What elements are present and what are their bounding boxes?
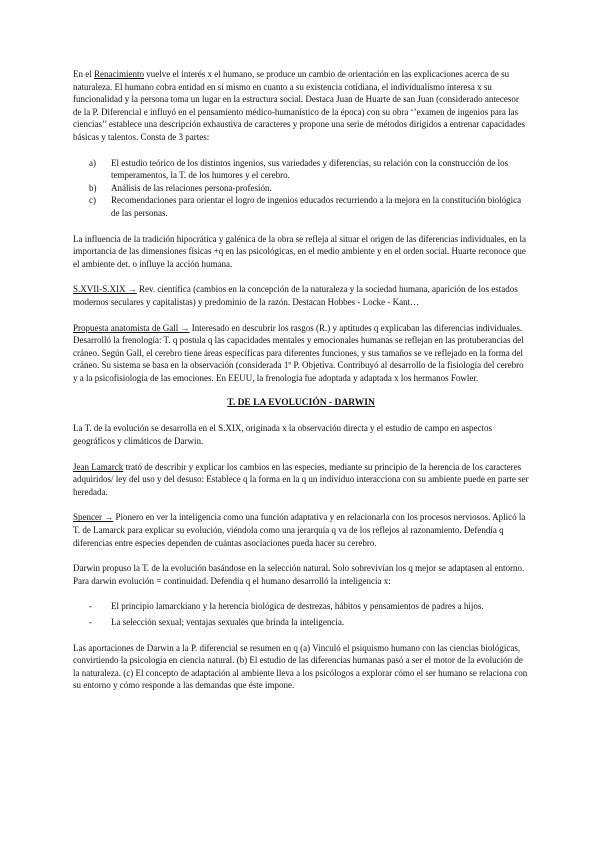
term-renacimiento: Renacimiento [94,69,144,79]
list-item-text: Recomendaciones para orientar el logro de ingenios educados recurriendo a la mejora en la constitución biológica de las personas. [111,195,522,218]
paragraph-influencia: La influencia de la tradición hipocrática y galénica de la obra se refleja al situar el origen de las diferencias individuales, en la importancia de las dimensiones físicas +q en las psicológicas, en el medio ambiente y en el orden social. Huarte reconoce que el ambiente det. o influye la acción humana. [73,233,527,269]
paragraph-gall [73,322,529,385]
paragraph-text: vuelve el interés x el humano, se produce un cambio de orientación en las explicaciones acerca de su naturaleza. El humano cobra entidad en sí mismo en cuanto a su existencia cotidiana, el individualismo interesa x su funcionalidad y la persona toma un lugar en la estructura social. Destaca Juan de Huarte de san Juan (considerado antecesor de la P. Diferencial e influyó en el pensamiento médico-humanístico de la época) con su obra ‘’examen de ingenios para las ciencias’’ establece una descripción exhaustiva de caracteres y propone una serie de métodos dirigidos a entrenar capacidades básicas y talentos. Consta de 3 partes: [73,69,525,142]
paragraph-aportaciones: Las aportaciones de Darwin a la P. diferencial se resumen en q (a) Vinculó el psiquismo humano con las ciencias biológicas, convirtiendo la psicología en ciencia natural. (b) El estudio de las diferencias humanas pasó a ser el motor de la evolución de la naturaleza. (c) El concepto de adaptación al ambiente lleva a los psicólogos a explorar cómo el ser humano se relaciona con su entorno y cómo responde a las demandas que éste impone. [73,642,528,691]
paragraph-spencer [73,511,529,549]
list-marker: c) [89,195,96,206]
paragraph-text: Rev. científica (cambios en la concepción de la naturaleza y la sociedad humana, aparición de los estados modernos seculares y capitalistas) y predominio de la razón. Destacan Hobbes - Locke - Kant… [73,284,518,307]
list-parts [73,157,529,220]
list-darwin [73,600,529,628]
paragraph-lamarck [73,461,529,499]
term-lamarck: Jean Lamarck [73,461,124,472]
paragraph-lead: En el [73,69,94,79]
paragraph-text: Pionero en ver la inteligencia como una función adaptativa y en relacionarla con los procesos nerviosos. Aplicó la T. de Lamarck para explicar su evolución, viéndola como una jerarquía q va de los reflejos al razonamiento. Defendía q diferencias entre especies dependen de cuántas asociaciones pueda hacer su cerebro. [73,512,526,548]
paragraph-darwin: Darwin propuso la T. de la evolución basándose en la selección natural. Solo sobrevivían los q mejor se adaptasen al entorno. Para darwin evolución = continuidad. Defendía q el humano desarrolló la inteligencia x: [73,563,525,586]
list-item-text: Análisis de las relaciones persona-profesión. [111,182,272,193]
list-item [73,157,529,182]
list-item-text: La selección sexual; ventajas sexuales que brinda la inteligencia. [111,617,345,627]
list-marker: a) [89,157,96,168]
list-marker: b) [89,182,97,193]
list-item [73,600,529,613]
list-marker: - [89,617,92,627]
term-spencer: Spencer → [73,512,114,523]
list-item-text: El principio lamarckiano y la herencia biológica de destrezas, hábitos y pensamientos de padres a hijos. [111,601,484,612]
term-siglos: S.XVII-S.XIX → [73,284,137,295]
section-heading: T. DE LA EVOLUCIÓN - DARWIN [227,398,375,409]
paragraph-renacimiento [73,68,529,144]
list-item [73,616,529,629]
list-item-text: El estudio teórico de los distintos ingenios, sus variedades y diferencias, su relación con la construcción de los temperamentos, la T. de los humores y el cerebro. [111,157,509,181]
document-page [73,68,529,705]
term-gall: Propuesta anatomista de Gall → [73,322,190,333]
paragraph-siglos [73,283,529,308]
paragraph-text: Interesado en descubrir los rasgos (R.) y aptitudes q explicaban las diferencias individuales. Desarrolló la frenología: T. q postula q las capacidades mentales y emocionales humanas se reflejan en las protuberancias del cráneo. Según Gall, el cerebro tiene áreas específicas para diferentes funciones, y sus tamaños se ve reflejado en la forma del cráneo. Su sistema se basa en la observación (considerada 1º P. Objetiva. Contribuyó al desarrollo de la fisiología del cerebro y a la psicofisiología de las emociones. En EEUU, la frenología fue adoptada y adaptada x los hermanos Fowler. [73,322,524,383]
paragraph-evolucion: La T. de la evolución se desarrolla en el S.XIX, originada x la observación directa y el estudio de campo en aspectos geográficos y climáticos de Darwin. [73,423,493,447]
list-marker: - [89,601,92,612]
list-item [73,194,529,219]
paragraph-text: trató de describir y explicar los cambios en las especies, mediante su principio de la herencia de los caracteres adquiridos/ ley del uso y del desuso: Establece q la forma en la q un individuo interacciona con su ambiente puede en parte ser heredada. [73,461,529,497]
list-item [73,182,529,195]
